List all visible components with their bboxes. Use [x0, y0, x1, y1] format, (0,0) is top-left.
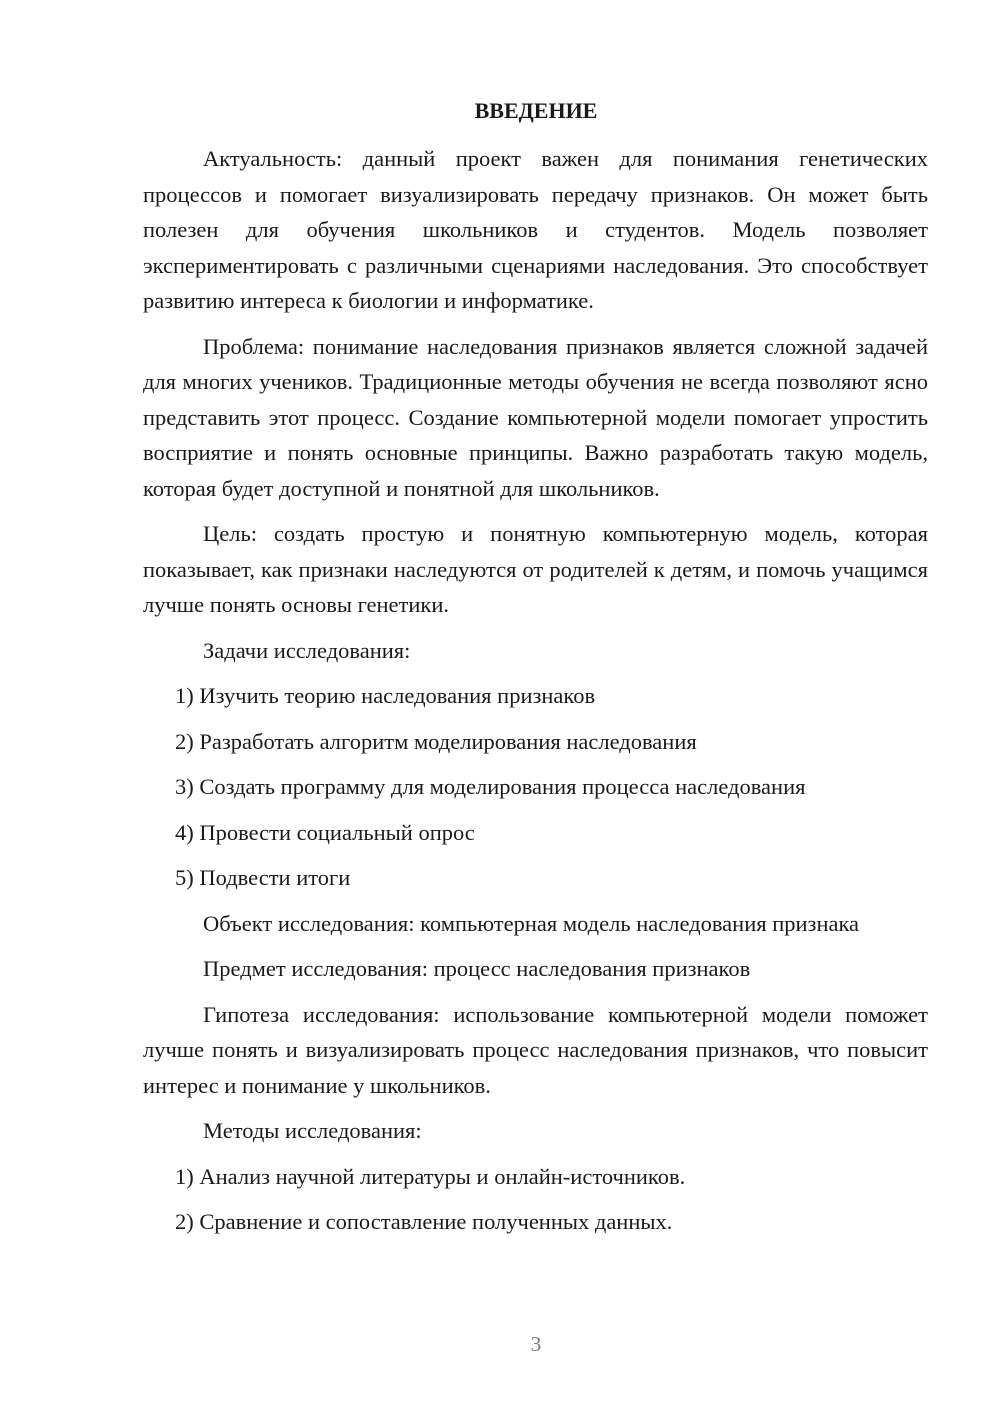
task-item: 1) Изучить теорию наследования признаков [175, 683, 596, 708]
page-title: ВВЕДЕНИЕ [474, 98, 598, 123]
problem-paragraph: Проблема: понимание наследования признаков является сложной задачей для многих учеников. Традиционные методы обучения не всегда позволяют ясно представить этот процесс. Создание компьютерной модели помогает упростить восприятие и понять основные принципы. Важно разработать такую модель, которая будет доступной и понятной для школьников. [143, 333, 928, 501]
hypothesis-paragraph: Гипотеза исследования: использование компьютерной модели поможет лучше понять и визуализировать процесс наследования признаков, что повысит интерес и понимание у школьников. [143, 1001, 928, 1098]
tasks-title: Задачи исследования: [203, 637, 411, 663]
task-item: 4) Провести социальный опрос [175, 819, 475, 845]
task-item: 5) Подвести итоги [175, 865, 351, 890]
page-number: 3 [530, 1332, 542, 1356]
task-item: 2) Разработать алгоритм моделирования наследования [175, 728, 697, 754]
relevance-paragraph: Актуальность: данный проект важен для понимания генетических процессов и помогает визуализировать передачу признаков. Он может быть полезен для обучения школьников и студентов. Модель позволяет экспериментировать с различными сценариями наследования. Это способствует развитию интереса к биологии и информатике. [143, 146, 928, 313]
goal-paragraph: Цель: создать простую и понятную компьютерную модель, которая показывает, как признаки наследуются от родителей к детям, и помочь учащимся лучше понять основы генетики. [143, 521, 928, 617]
object-paragraph: Объект исследования: компьютерная модель наследования признака [203, 910, 860, 936]
method-item: 1) Анализ научной литературы и онлайн-источников. [175, 1163, 686, 1189]
task-item: 3) Создать программу для моделирования процесса наследования [175, 774, 806, 799]
page-body [143, 141, 928, 1250]
subject-paragraph: Предмет исследования: процесс наследования признаков [203, 956, 751, 981]
methods-title: Методы исследования: [203, 1118, 422, 1143]
method-item: 2) Сравнение и сопоставление полученных данных. [175, 1209, 673, 1234]
